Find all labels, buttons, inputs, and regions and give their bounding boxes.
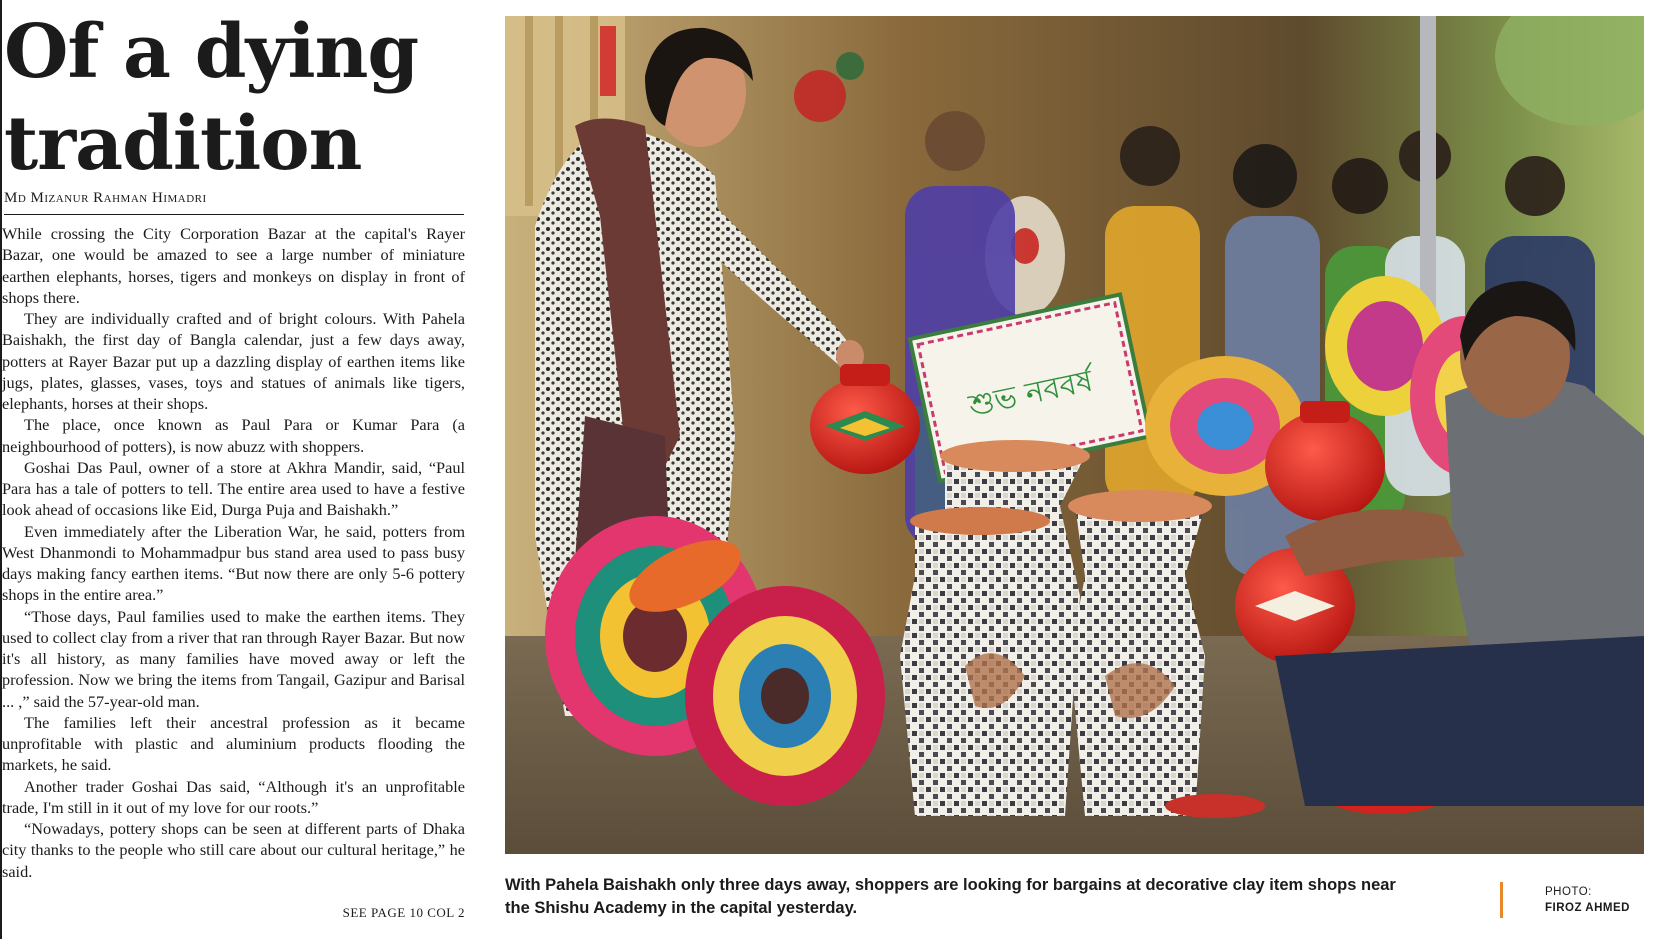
headline-line-2: tradition: [4, 101, 362, 187]
headline: [4, 6, 464, 190]
paragraph: Another trader Goshai Das said, “Although it's an unprofitable trade, I'm still in it out of my love for our roots.”: [2, 776, 465, 817]
photo-credit: [1545, 884, 1645, 916]
paragraph: Goshai Das Paul, owner of a store at Akhra Mandir, said, “Paul Para has a tale of potters to tell. The entire area used to have a festive look ahead of occasions like Eid, Durga Puja and Baishakh.”: [2, 457, 465, 520]
jump-line: SEE PAGE 10 COL 2: [342, 905, 465, 920]
photo-credit-label: PHOTO:: [1545, 886, 1592, 898]
byline: Md Mizanur Rahman Himadri: [4, 190, 207, 206]
headline-line-1: Of a dying: [4, 9, 419, 95]
photo-credit-name: FIROZ AHMED: [1545, 902, 1630, 914]
paragraph: “Nowadays, pottery shops can be seen at different parts of Dhaka city thanks to the people who still care about our cultural heritage,” he said.: [2, 819, 465, 881]
news-photo: [505, 16, 1644, 854]
sign-text: শুভ নববর্ষ: [965, 363, 1096, 424]
credit-accent-bar: [1500, 882, 1503, 918]
paragraph: They are individually crafted and of bright colours. With Pahela Baishakh, the first day of Bangla calendar, just a few days away, potters at Rayer Bazar put up a dazzling display of earthen items like jugs, plates, glasses, vases, toys and statues of animals like tigers, elephants, horses at their shops.: [2, 309, 465, 413]
paragraph: The place, once known as Paul Para or Kumar Para (a neighbourhood of potters), is now abuzz with shoppers.: [2, 415, 465, 456]
paragraph: The families left their ancestral profession as it became unprofitable with plastic and aluminium products flooding the markets, he said.: [2, 712, 465, 775]
paragraph: “Those days, Paul families used to make the earthen items. They used to collect clay from a river that ran through Rayer Bazar. But now it's all history, as many families have moved away or left the profession. Now we bring the items from Tangail, Gazipur and Barisal ... ,” said the 57-year-old man.: [2, 606, 465, 711]
paragraph: While crossing the City Corporation Bazar at the capital's Rayer Bazar, one would be amazed to see a large number of miniature earthen elephants, horses, tigers and monkeys on display in front of shops there.: [2, 224, 465, 307]
article-body: [2, 223, 465, 882]
mosaic-vases: [900, 440, 1212, 816]
byline-rule: [4, 214, 464, 215]
photo-caption: With Pahela Baishakh only three days away, shoppers are looking for bargains at decorative clay item shops near the Shishu Academy in the capital yesterday.: [505, 876, 1396, 917]
paragraph: Even immediately after the Liberation War, he said, potters from West Dhanmondi to Mohammadpur bus stand area used to pass busy days making fancy earthen items. “But now there are only 5-6 pottery shops in the entire area.”: [2, 521, 465, 605]
